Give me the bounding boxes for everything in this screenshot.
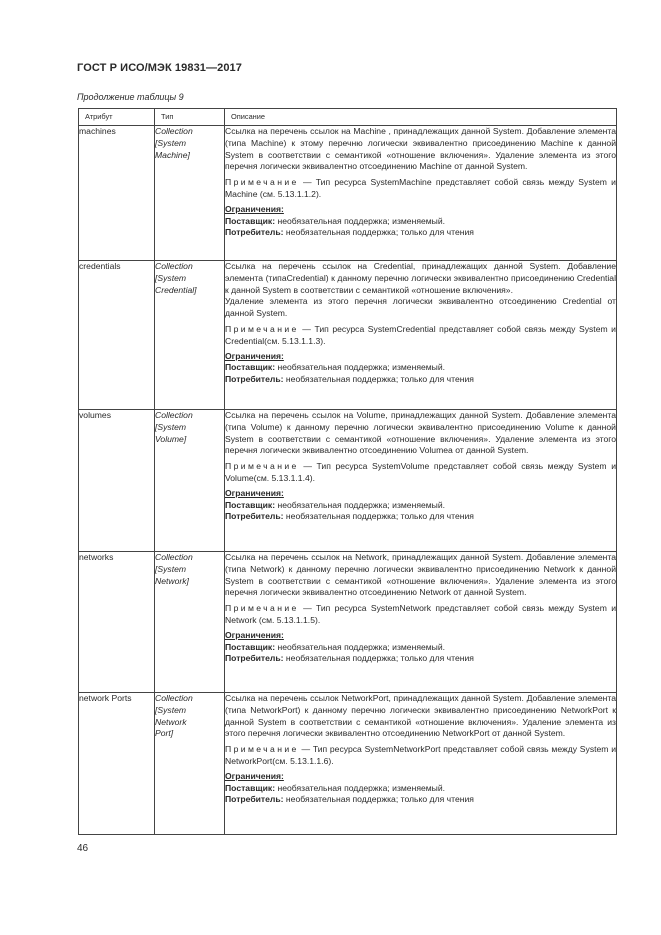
attribute-cell: machines bbox=[79, 126, 155, 261]
consumer-text: необязательная поддержка; только для чтения bbox=[283, 794, 474, 805]
provider-label: Поставщик: bbox=[225, 782, 276, 793]
provider-label: Поставщик: bbox=[225, 499, 276, 510]
consumer-label: Потребитель: bbox=[225, 227, 284, 238]
provider-text: необязательная поддержка; изменяемый. bbox=[275, 215, 446, 226]
type-line: [System bbox=[155, 272, 187, 283]
consumer-label: Потребитель: bbox=[225, 653, 284, 664]
provider-line bbox=[225, 216, 616, 228]
note-text: — Тип ресурса SystemNetwork представляет собой связь между System и Network (см. 5.13.1.1.5). bbox=[225, 603, 616, 625]
attribute-cell: networks bbox=[79, 552, 155, 693]
consumer-line bbox=[225, 653, 616, 665]
note bbox=[225, 461, 616, 485]
note bbox=[225, 744, 616, 768]
limits-title: Ограничения: bbox=[225, 629, 284, 640]
type-line: Network] bbox=[155, 575, 189, 586]
consumer-line bbox=[225, 227, 616, 239]
provider-line bbox=[225, 500, 616, 512]
table-row bbox=[79, 552, 617, 693]
note bbox=[225, 177, 616, 201]
note-label: Примечание bbox=[225, 461, 299, 472]
note-label: Примечание bbox=[225, 603, 299, 614]
description-cell bbox=[225, 410, 617, 552]
attribute-cell: network Ports bbox=[79, 693, 155, 835]
note bbox=[225, 324, 616, 348]
provider-label: Поставщик: bbox=[225, 641, 276, 652]
description-cell bbox=[225, 693, 617, 835]
type-line: Credential] bbox=[155, 284, 197, 295]
type-line: [System bbox=[155, 563, 187, 574]
table-row bbox=[79, 693, 617, 835]
consumer-text: необязательная поддержка; только для чтения bbox=[283, 511, 474, 522]
type-cell bbox=[155, 410, 225, 552]
description-text: Ссылка на перечень ссылок NetworkPort, принадлежащих данной System. Добавление элемента (типа NetworkPort) к данному перечню логически эквивалентно присоединению NetworkPort к данной System в соответствии с семантикой «отношение включения». Удаление элемента из этого перечня логически эквивалентно отсоединению NetworkPort от данной System. bbox=[225, 693, 616, 739]
provider-line bbox=[225, 783, 616, 795]
type-line: Collection bbox=[155, 693, 193, 703]
table-caption: Продолжение таблицы 9 bbox=[77, 92, 184, 102]
limits-title: Ограничения: bbox=[225, 350, 284, 361]
consumer-text: необязательная поддержка; только для чтения bbox=[283, 374, 474, 385]
note-text: — Тип ресурса SystemVolume представляет собой связь между System и Volume(см. 5.13.1.1.4). bbox=[225, 461, 616, 483]
attribute-cell: credentials bbox=[79, 261, 155, 410]
page-number: 46 bbox=[77, 843, 89, 854]
table-row bbox=[79, 410, 617, 552]
limits-block bbox=[225, 771, 616, 806]
type-line: Collection bbox=[155, 261, 193, 271]
limits-block bbox=[225, 204, 616, 239]
attribute-cell: volumes bbox=[79, 410, 155, 552]
note-label: Примечание bbox=[225, 744, 299, 755]
provider-text: необязательная поддержка; изменяемый. bbox=[275, 362, 446, 373]
consumer-line bbox=[225, 794, 616, 806]
limits-title: Ограничения: bbox=[225, 487, 284, 498]
description-cell bbox=[225, 261, 617, 410]
provider-text: необязательная поддержка; изменяемый. bbox=[275, 499, 446, 510]
provider-text: необязательная поддержка; изменяемый. bbox=[275, 782, 446, 793]
type-cell bbox=[155, 552, 225, 693]
note-text: — Тип ресурса SystemMachine представляет собой связь между System и Machine (см. 5.13.1.1.2). bbox=[225, 177, 616, 199]
description-cell bbox=[225, 126, 617, 261]
type-line: Port] bbox=[155, 728, 174, 739]
column-header-description: Описание bbox=[225, 109, 617, 126]
provider-label: Поставщик: bbox=[225, 362, 276, 373]
description-text: Ссылка на перечень ссылок на Machine , принадлежащих данной System. Добавление элемента (типа Machine) к этому перечню логически эквивалентно присоединению Machine к данной System в соответствии с семантикой «отношение включения». Удаление элемента из этого перечня логически эквивалентно отсоединению Machine от данной System. bbox=[225, 126, 616, 172]
provider-line bbox=[225, 642, 616, 654]
table-header-row bbox=[79, 109, 617, 126]
type-line: [System bbox=[155, 704, 187, 715]
note-text: — Тип ресурса SystemNetworkPort представляет собой связь между System и NetworkPort(см. 5.13.1.1.6). bbox=[225, 744, 616, 766]
description-text-continued: Удаление элемента из этого перечня логически эквивалентно отсоединению Credential от данной System. bbox=[225, 296, 616, 319]
table-row bbox=[79, 126, 617, 261]
type-line: Collection bbox=[155, 552, 193, 562]
description-text: Ссылка на перечень ссылок на Network, принадлежащих данной System. Добавление элемента (типа Network) к данному перечню логически эквивалентно присоединению Network к данной System в соответствии с семантикой «отношение включения». Удаление элемента из этого перечня логически эквивалентно отсоединению Network от данной System. bbox=[225, 552, 616, 598]
consumer-line bbox=[225, 374, 616, 386]
table-row bbox=[79, 261, 617, 410]
type-line: Volume] bbox=[155, 433, 187, 444]
type-cell bbox=[155, 693, 225, 835]
attributes-table bbox=[78, 108, 617, 835]
limits-block bbox=[225, 630, 616, 665]
type-line: Collection bbox=[155, 126, 193, 136]
note-text: — Тип ресурса SystemCredential представляет собой связь между System и Credential(см. 5.13.1.1.3). bbox=[225, 323, 616, 346]
note-label: Примечание bbox=[225, 323, 299, 334]
type-line: Machine] bbox=[155, 149, 190, 160]
provider-label: Поставщик: bbox=[225, 215, 276, 226]
description-text: Ссылка на перечень ссылок на Volume, принадлежащих данной System. Добавление элемента (типа Volume) к данному перечню логически эквивалентно присоединению Volume к данной System в соответствии с семантикой «отношение включения». Удаление элемента из этого перечня логически эквивалентно отсоединению Volumea от данной System. bbox=[225, 410, 616, 456]
provider-text: необязательная поддержка; изменяемый. bbox=[275, 641, 446, 652]
limits-block bbox=[225, 488, 616, 523]
type-line: Collection bbox=[155, 410, 193, 420]
description-text: Ссылка на перечень ссылок на Credential, принадлежащих данной System. Добавление элемента (типаCredential) к данному перечню логически эквивалентно присоединению Credential к данной System в соответствии с семантикой «отношение включения». bbox=[225, 261, 616, 295]
note-label: Примечание bbox=[225, 177, 299, 188]
limits-block bbox=[225, 351, 616, 386]
consumer-label: Потребитель: bbox=[225, 511, 284, 522]
consumer-line bbox=[225, 511, 616, 523]
description-cell bbox=[225, 552, 617, 693]
column-header-type: Тип bbox=[155, 109, 225, 126]
consumer-text: необязательная поддержка; только для чтения bbox=[283, 653, 474, 664]
type-line: Network bbox=[155, 716, 187, 727]
consumer-text: необязательная поддержка; только для чтения bbox=[283, 227, 474, 238]
type-line: [System bbox=[155, 137, 187, 148]
limits-title: Ограничения: bbox=[225, 203, 284, 214]
document-title: ГОСТ Р ИСО/МЭК 19831—2017 bbox=[77, 62, 242, 74]
consumer-label: Потребитель: bbox=[225, 374, 284, 385]
type-line: [System bbox=[155, 421, 187, 432]
column-header-attribute: Атрибут bbox=[79, 109, 155, 126]
type-cell bbox=[155, 126, 225, 261]
type-cell bbox=[155, 261, 225, 410]
note bbox=[225, 603, 616, 627]
limits-title: Ограничения: bbox=[225, 770, 284, 781]
consumer-label: Потребитель: bbox=[225, 794, 284, 805]
provider-line bbox=[225, 362, 616, 374]
